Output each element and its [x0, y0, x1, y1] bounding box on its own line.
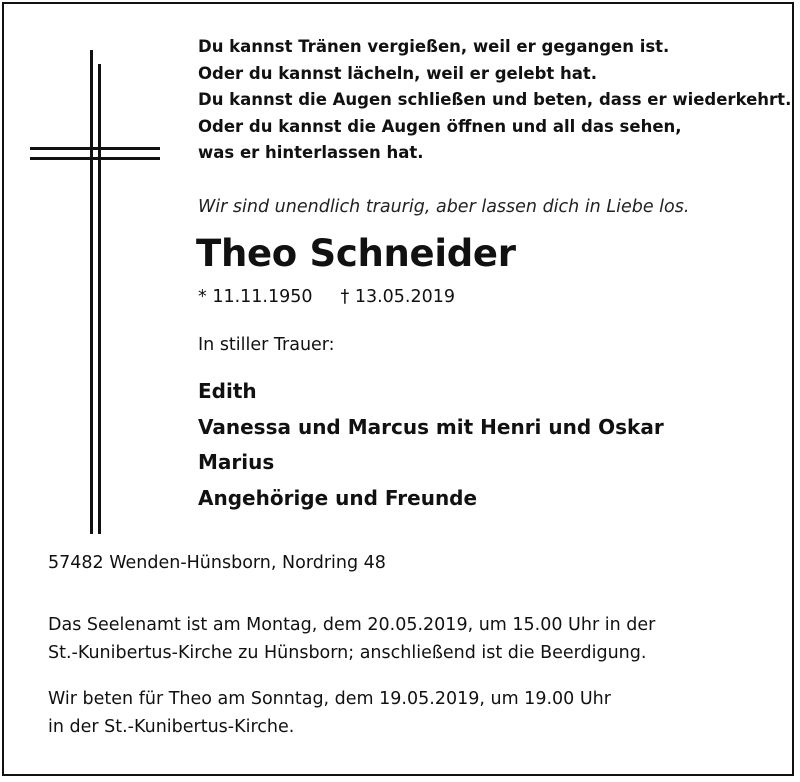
mourner-name: Edith: [198, 379, 257, 403]
cross-icon: [28, 50, 164, 534]
poem-line: Du kannst die Augen schließen und beten, dass er wiederkehrt.: [198, 90, 792, 109]
prayer-line: in der St.-Kunibertus-Kirche.: [48, 716, 295, 737]
poem-line: was er hinterlassen hat.: [198, 143, 424, 162]
cross-vertical-bar-left: [90, 50, 93, 534]
mourning-intro: In stiller Trauer:: [198, 335, 335, 355]
poem: [198, 34, 791, 167]
service-line: Das Seelenamt ist am Montag, dem 20.05.2019, um 15.00 Uhr in der: [48, 615, 656, 635]
poem-line: Du kannst Tränen vergießen, weil er gegangen ist.: [198, 37, 670, 56]
prayer-info: [48, 686, 611, 741]
death-date: † 13.05.2019: [340, 287, 456, 307]
cross-vertical-bar-right: [98, 64, 101, 534]
life-dates: [198, 287, 455, 307]
poem-line: Oder du kannst lächeln, weil er gelebt hat.: [198, 63, 598, 83]
mourner-name: Angehörige und Freunde: [198, 485, 478, 510]
mourner-name: Vanessa und Marcus mit Henri und Oskar: [198, 414, 664, 439]
cross-horizontal-bar-top: [30, 147, 160, 150]
poem-line: Oder du kannst die Augen öffnen und all das sehen,: [198, 116, 682, 136]
address: 57482 Wenden-Hünsborn, Nordring 48: [48, 553, 386, 573]
mourner-name: Marius: [198, 450, 275, 474]
subline: Wir sind unendlich traurig, aber lassen dich in Liebe los.: [198, 197, 690, 217]
service-line: St.-Kunibertus-Kirche zu Hünsborn; anschließend ist die Beerdigung.: [48, 642, 647, 663]
deceased-name: Theo Schneider: [196, 232, 516, 275]
service-info: [48, 612, 655, 667]
mourners-list: [198, 374, 664, 516]
birth-date: * 11.11.1950: [198, 287, 313, 307]
prayer-line: Wir beten für Theo am Sonntag, dem 19.05.2019, um 19.00 Uhr: [48, 689, 611, 709]
cross-horizontal-bar-bottom: [30, 157, 160, 160]
